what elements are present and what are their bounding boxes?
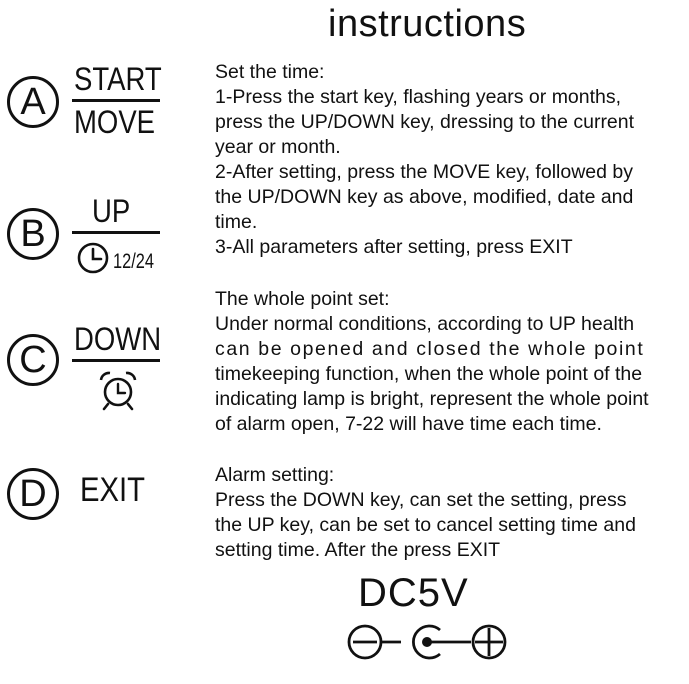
whole-point-section: [215, 287, 649, 437]
section-line: 3-All parameters after setting, press EXIT: [215, 236, 573, 258]
key-c-badge: C: [7, 334, 59, 386]
dc-polarity-icon: [345, 620, 515, 664]
section-line: setting time. After the press EXIT: [215, 539, 501, 561]
section-line: Set the time:: [215, 61, 325, 83]
section-line: can be opened and closed the whole point: [215, 338, 645, 360]
key-a-bottom-label: MOVE: [74, 104, 156, 140]
section-line: Under normal conditions, according to UP health: [215, 313, 635, 335]
section-line: 1-Press the start key, flashing years or months,: [215, 86, 622, 108]
page-title: instructions: [328, 3, 527, 45]
section-line: year or month.: [215, 136, 341, 158]
section-line: Alarm setting:: [215, 464, 335, 486]
power-label: DC5V: [358, 571, 469, 615]
alarm-section: [215, 463, 636, 563]
alarm-clock-icon: [96, 368, 140, 412]
key-a-badge: A: [7, 76, 59, 128]
section-line: of alarm open, 7-22 will have time each time.: [215, 413, 602, 435]
key-c-top-label: DOWN: [74, 321, 162, 357]
section-line: 2-After setting, press the MOVE key, followed by: [215, 161, 633, 183]
key-a-top-label: START: [74, 61, 162, 97]
key-b-divider: [72, 231, 160, 234]
key-a-divider: [72, 99, 160, 102]
key-b-badge: B: [7, 208, 59, 260]
key-d-badge: D: [7, 468, 59, 520]
section-line: indicating lamp is bright, represent the whole point: [215, 388, 649, 410]
section-line: timekeeping function, when the whole point of the: [215, 363, 643, 385]
clock-icon: [75, 240, 113, 276]
section-line: the UP/DOWN key as above, modified, date and: [215, 186, 634, 208]
set-time-section: [215, 60, 634, 260]
key-d-label: EXIT: [80, 471, 145, 509]
key-c-divider: [72, 359, 160, 362]
section-line: the UP key, can be set to cancel setting time and: [215, 514, 636, 536]
section-line: The whole point set:: [215, 288, 390, 310]
key-b-top-label: UP: [92, 193, 131, 229]
section-line: Press the DOWN key, can set the setting, press: [215, 489, 627, 511]
section-line: press the UP/DOWN key, dressing to the current: [215, 111, 635, 133]
section-line: time.: [215, 211, 258, 233]
key-b-mode-label: 12/24: [113, 250, 154, 273]
